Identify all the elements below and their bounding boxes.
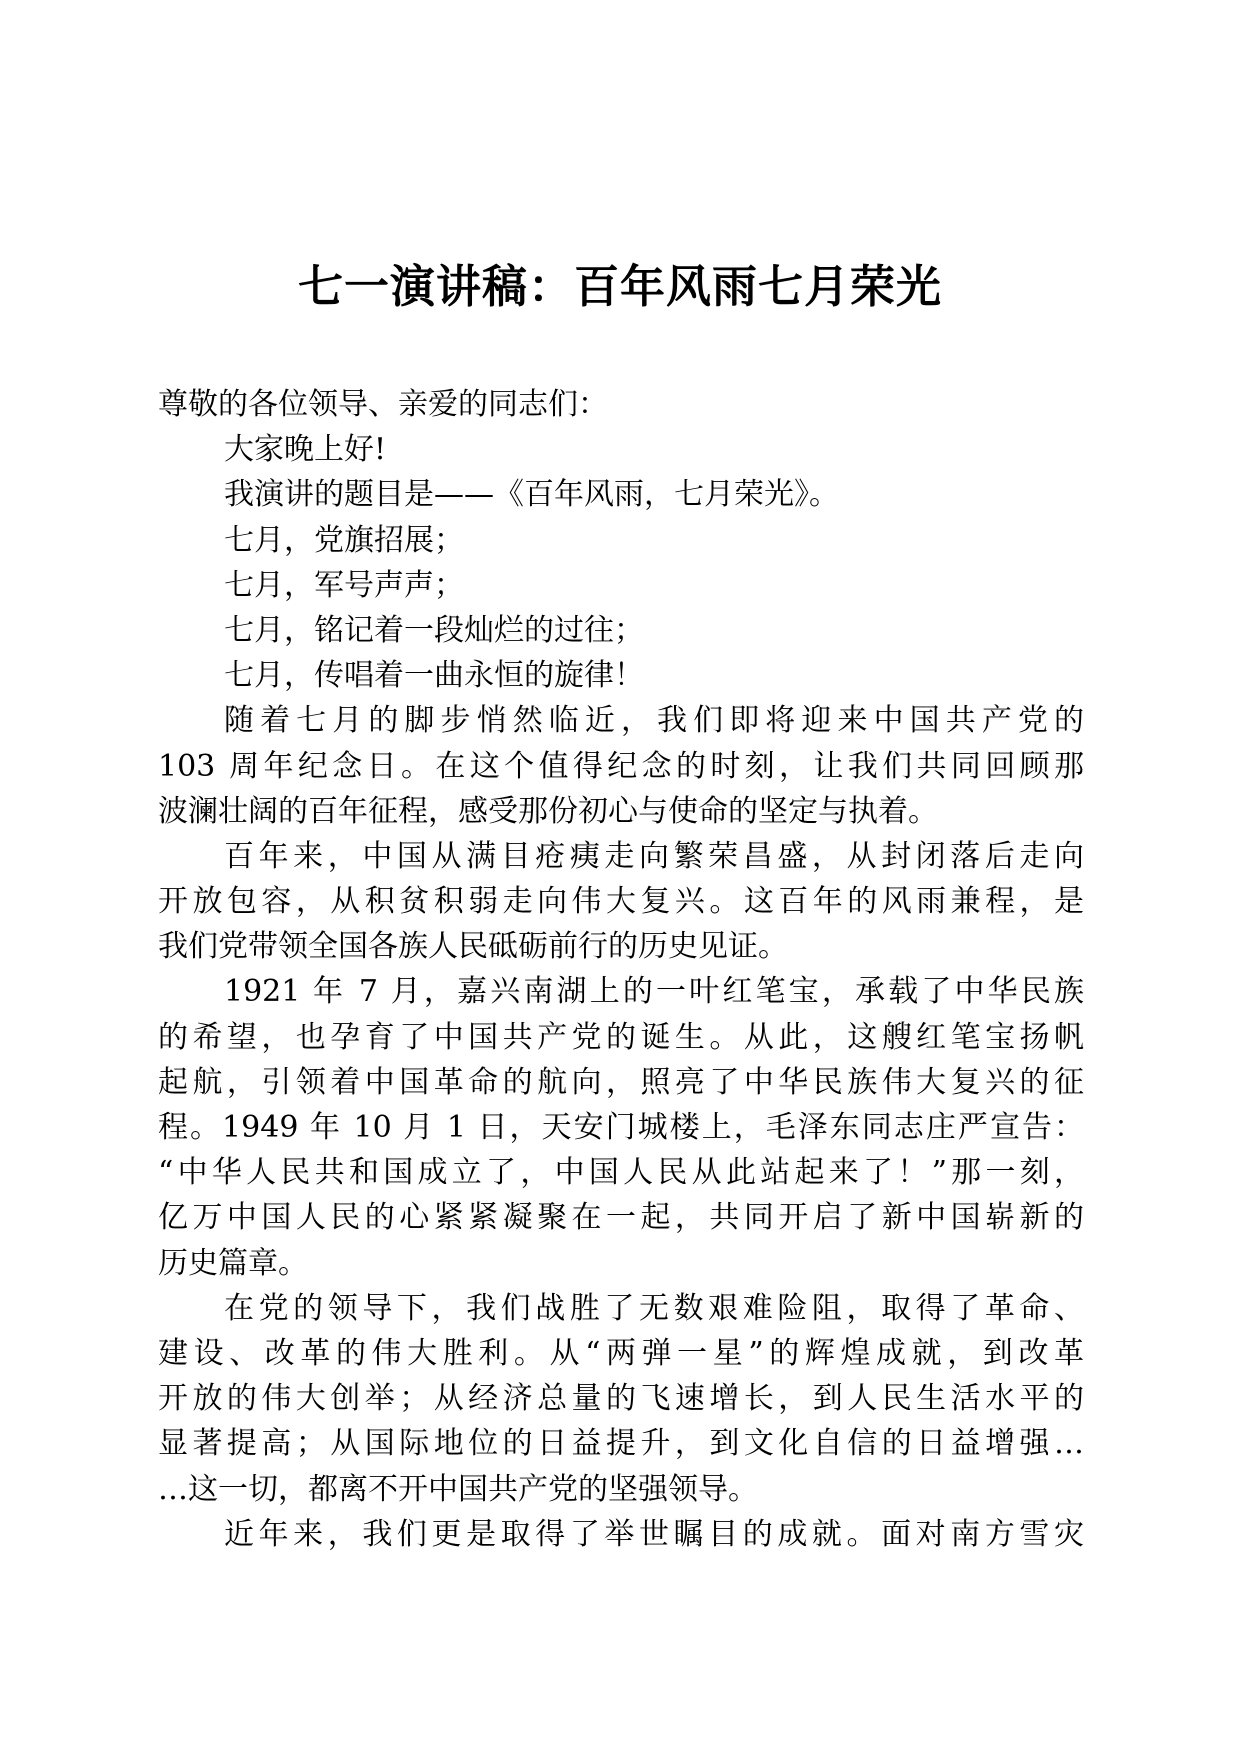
paragraph-line: 历史篇章。 <box>158 1245 308 1281</box>
paragraph-line: 波澜壮阔的百年征程，感受那份初心与使命的坚定与执着。 <box>158 793 938 829</box>
paragraph-line: 建设、改革的伟大胜利。从“两弹一星”的辉煌成就，到改革 <box>158 1335 1084 1371</box>
paragraph-line: 显著提高；从国际地位的日益提升，到文化自信的日益增强… <box>158 1426 1084 1462</box>
paragraph-line: 大家晚上好! <box>224 432 387 468</box>
paragraph-line: 亿万中国人民的心紧紧凝聚在一起，共同开启了新中国崭新的 <box>158 1200 1084 1236</box>
paragraph-line: 103 周年纪念日。在这个值得纪念的时刻，让我们共同回顾那 <box>158 748 1084 784</box>
paragraph-line: 百年来，中国从满目疮痍走向繁荣昌盛，从封闭落后走向 <box>224 838 1084 874</box>
paragraph-line: 七月，铭记着一段灿烂的过往； <box>224 612 644 648</box>
paragraph-line: 1921 年 7 月，嘉兴南湖上的一叶红笔宝，承载了中华民族 <box>224 974 1084 1010</box>
document-title: 七一演讲稿：百年风雨七月荣光 <box>297 260 942 313</box>
paragraph-line: “中华人民共和国成立了，中国人民从此站起来了！”那一刻， <box>158 1155 1084 1191</box>
paragraph-line: 的希望，也孕育了中国共产党的诞生。从此，这艘红笔宝扬帆 <box>158 1019 1084 1055</box>
paragraph-line: 尊敬的各位领导、亲爱的同志们： <box>158 387 608 422</box>
paragraph-line: 我演讲的题目是——《百年风雨，七月荣光》。 <box>224 477 839 513</box>
paragraph-line: 随着七月的脚步悄然临近，我们即将迎来中国共产党的 <box>224 703 1084 739</box>
paragraph-line: 近年来，我们更是取得了举世瞩目的成就。面对南方雪灾 <box>224 1516 1084 1552</box>
paragraph-line: 起航，引领着中国革命的航向，照亮了中华民族伟大复兴的征 <box>158 1064 1084 1100</box>
paragraph-line: …这一切，都离不开中国共产党的坚强领导。 <box>158 1471 758 1507</box>
paragraph-line: 我们党带领全国各族人民砥砺前行的历史见证。 <box>158 929 788 965</box>
paragraph-line: 在党的领导下，我们战胜了无数艰难险阻，取得了革命、 <box>224 1290 1084 1326</box>
paragraph-line: 开放包容，从积贫积弱走向伟大复兴。这百年的风雨兼程，是 <box>158 884 1084 920</box>
paragraph-line: 七月，传唱着一曲永恒的旋律！ <box>224 658 644 694</box>
document-body <box>158 382 1084 1557</box>
paragraph-line: 七月，军号声声； <box>224 567 464 603</box>
paragraph-line: 七月，党旗招展； <box>224 522 464 558</box>
paragraph-line: 开放的伟大创举；从经济总量的飞速增长，到人民生活水平的 <box>158 1381 1084 1417</box>
paragraph-line: 程。1949 年 10 月 1 日，天安门城楼上，毛泽东同志庄严宣告： <box>158 1110 1084 1145</box>
